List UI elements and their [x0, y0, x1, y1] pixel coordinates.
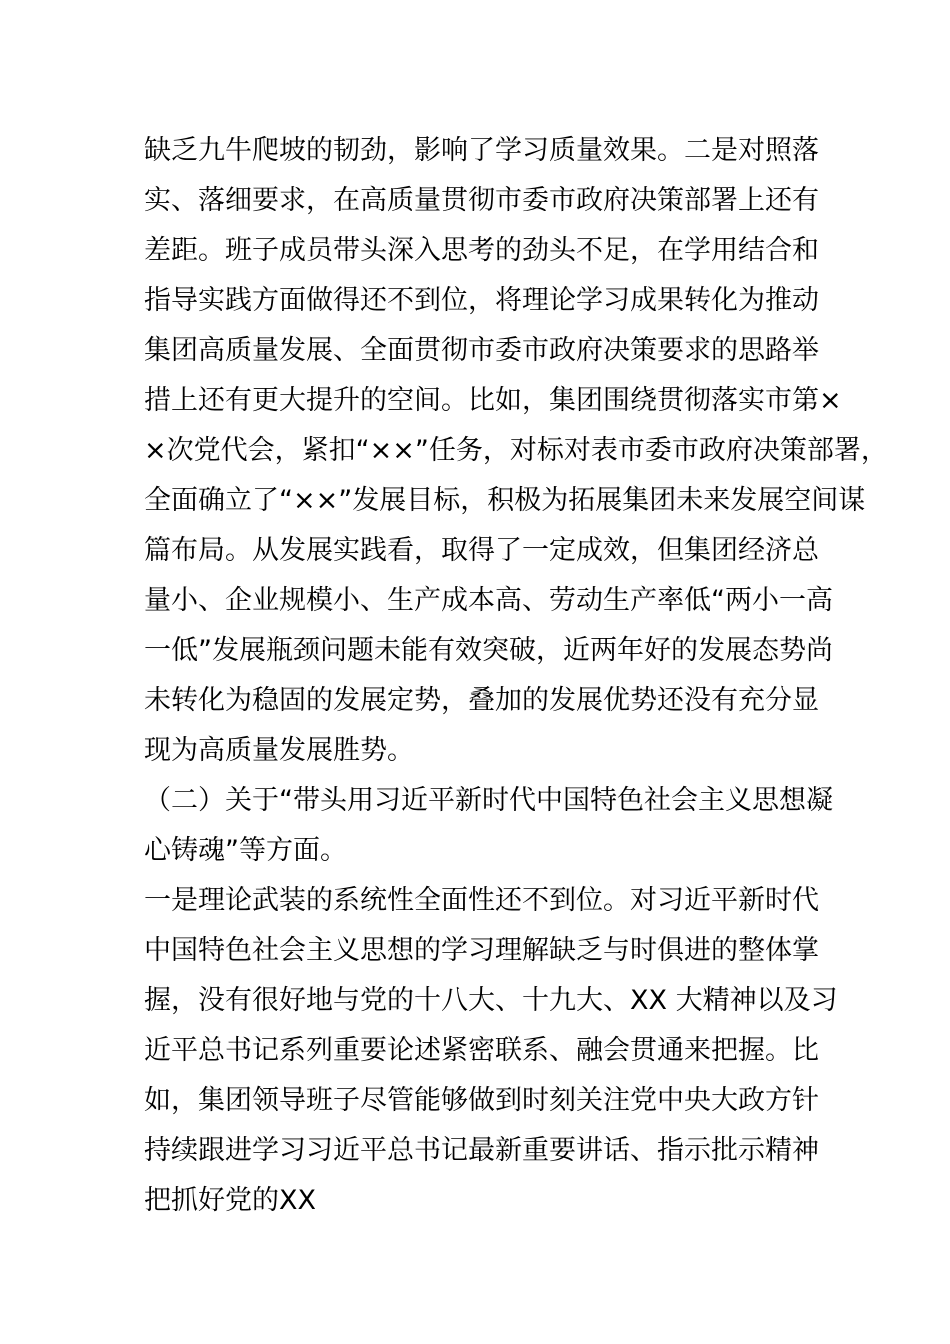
text-line: 指导实践方面做得还不到位，将理论学习成果转化为推动: [144, 285, 819, 316]
text-line: 持续跟进学习习近平总书记最新重要讲话、指示批示精神: [144, 1135, 819, 1166]
text-line: 把抓好党的XX: [144, 1185, 316, 1216]
text-line: 握，没有很好地与党的十八大、十九大、XX 大精神以及习: [144, 985, 838, 1016]
text-line: 现为高质量发展胜势。: [144, 735, 414, 766]
text-line: 实、落细要求，在高质量贯彻市委市政府决策部署上还有: [144, 185, 819, 216]
text-line: 差距。班子成员带头深入思考的劲头不足，在学用结合和: [144, 235, 819, 266]
section-heading: （二）关于“带头用习近平新时代中国特色社会主义思想凝: [144, 785, 833, 816]
text-line: 集团高质量发展、全面贯彻市委市政府决策要求的思路举: [144, 335, 819, 366]
text-line: 近平总书记系列重要论述紧密联系、融会贯通来把握。比: [144, 1035, 819, 1066]
text-line: 如，集团领导班子尽管能够做到时刻关注党中央大政方针: [144, 1085, 819, 1116]
text-line: ×次党代会，紧扣“××”任务，对标对表市委市政府决策部署，: [144, 435, 888, 466]
text-line: 一是理论武装的系统性全面性还不到位。对习近平新时代: [144, 885, 819, 916]
text-line: 措上还有更大提升的空间。比如，集团围绕贯彻落实市第×: [144, 385, 842, 416]
text-line: 缺乏九牛爬坡的韧劲，影响了学习质量效果。二是对照落: [144, 135, 819, 166]
text-line: 量小、企业规模小、生产成本高、劳动生产率低“两小一高: [144, 585, 833, 616]
text-line: 全面确立了“××”发展目标，积极为拓展集团未来发展空间谋: [144, 485, 866, 516]
text-line: 篇布局。从发展实践看，取得了一定成效，但集团经济总: [144, 535, 819, 566]
text-line: 一低”发展瓶颈问题未能有效突破，近两年好的发展态势尚: [144, 635, 833, 666]
body-text: [144, 126, 888, 1226]
text-line: 未转化为稳固的发展定势，叠加的发展优势还没有充分显: [144, 685, 819, 716]
section-heading: 心铸魂”等方面。: [144, 835, 347, 866]
text-line: 中国特色社会主义思想的学习理解缺乏与时俱进的整体掌: [144, 935, 819, 966]
